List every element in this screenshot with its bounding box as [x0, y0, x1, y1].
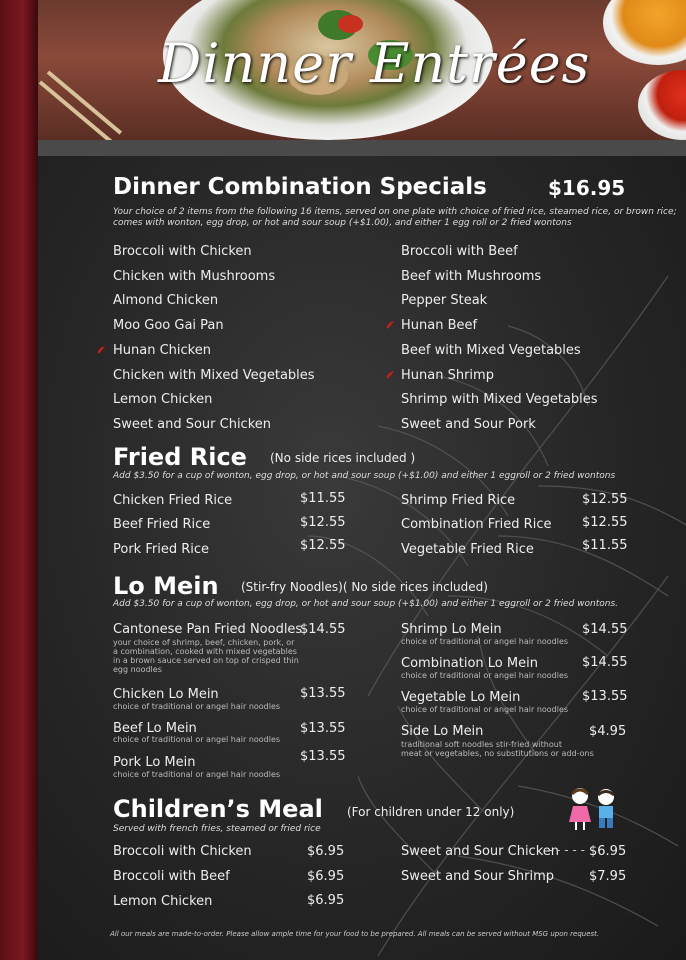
- item-price: $12.55: [300, 538, 346, 553]
- fried-rice-subtitle: (No side rices included ): [270, 451, 416, 465]
- item-price: $11.55: [582, 538, 628, 553]
- item-note: your choice of shrimp, beef, chicken, pork, or: [113, 638, 295, 647]
- lo-mein-item: Combination Lo Mein: [401, 656, 538, 671]
- chili-pepper-icon: [385, 320, 395, 330]
- item-price: $7.95: [589, 869, 627, 884]
- combo-item: Broccoli with Beef: [401, 244, 518, 259]
- item-price: $6.95: [307, 844, 345, 859]
- item-note: meat or vegetables, no substitutions or add-ons: [401, 749, 594, 758]
- children-item: Broccoli with Chicken: [113, 844, 252, 859]
- item-price: $12.55: [582, 492, 628, 507]
- combo-item: Chicken with Mushrooms: [113, 269, 276, 284]
- item-note: choice of traditional or angel hair noodles: [113, 702, 281, 711]
- combo-item: Shrimp with Mixed Vegetables: [401, 392, 598, 407]
- lo-mein-item: Shrimp Lo Mein: [401, 622, 502, 637]
- item-price: $14.55: [582, 655, 628, 670]
- lo-mein-item: Vegetable Lo Mein: [401, 690, 521, 705]
- lo-mein-subtitle: (Stir-fry Noodles)( No side rices included): [241, 580, 488, 594]
- fried-rice-item: Shrimp Fried Rice: [401, 493, 516, 508]
- item-note: choice of traditional or angel hair noodles: [113, 735, 281, 744]
- children-item: Lemon Chicken: [113, 894, 213, 909]
- combo-item: Lemon Chicken: [113, 392, 213, 407]
- children-item: Broccoli with Beef: [113, 869, 230, 884]
- item-price: $6.95: [307, 869, 345, 884]
- item-price: $13.55: [582, 689, 628, 704]
- left-accent-bar: [0, 0, 38, 960]
- children-item: Sweet and Sour Chicken: [401, 844, 559, 859]
- item-price: $14.55: [582, 622, 628, 637]
- header-banner: [38, 0, 686, 140]
- fried-rice-item: Combination Fried Rice: [401, 517, 552, 532]
- item-note: choice of traditional or angel hair noodles: [401, 705, 569, 714]
- fried-rice-item: Pork Fried Rice: [113, 542, 209, 557]
- combo-price: $16.95: [548, 176, 626, 200]
- lo-mein-item: Side Lo Mein: [401, 724, 484, 739]
- item-price: $11.55: [300, 491, 346, 506]
- lo-mein-item: Pork Lo Mein: [113, 755, 196, 770]
- lo-mein-item: Cantonese Pan Fried Noodles: [113, 622, 303, 637]
- fried-rice-item: Chicken Fried Rice: [113, 493, 233, 508]
- item-note: choice of traditional or angel hair noodles: [113, 770, 281, 779]
- item-note: in a brown sauce served on top of crisped thin: [113, 656, 299, 665]
- combo-item: Hunan Shrimp: [401, 368, 494, 383]
- item-price: $14.55: [300, 622, 346, 637]
- page-title: Dinner Entrées: [158, 32, 591, 95]
- item-note: a combination, cooked with mixed vegetables: [113, 647, 297, 656]
- fried-rice-item: Vegetable Fried Rice: [401, 542, 534, 557]
- combo-item: Beef with Mixed Vegetables: [401, 343, 581, 358]
- sauce-bowl-image: [638, 70, 686, 140]
- fried-rice-item: Beef Fried Rice: [113, 517, 211, 532]
- fried-rice-title: Fried Rice: [113, 443, 247, 471]
- combo-item: Moo Goo Gai Pan: [113, 318, 224, 333]
- combo-section-title: Dinner Combination Specials: [113, 174, 487, 200]
- item-price: $12.55: [300, 515, 346, 530]
- chili-pepper-icon: [385, 370, 395, 380]
- chopstick-image: [47, 70, 122, 134]
- children-meal-subtitle: (For children under 12 only): [347, 805, 515, 819]
- lo-mein-title: Lo Mein: [113, 572, 219, 600]
- children-meal-description: Served with french fries, steamed or fried rice: [113, 824, 321, 834]
- combo-item: Hunan Chicken: [113, 343, 211, 358]
- item-price: $13.55: [300, 686, 346, 701]
- chopstick-image: [39, 80, 114, 140]
- divider-strip: [38, 140, 686, 156]
- combo-item: Almond Chicken: [113, 293, 219, 308]
- combo-item: Beef with Mushrooms: [401, 269, 542, 284]
- combo-item: Sweet and Sour Pork: [401, 417, 536, 432]
- item-price: $13.55: [300, 721, 346, 736]
- combo-item: Sweet and Sour Chicken: [113, 417, 271, 432]
- combo-description: Your choice of 2 items from the following 16 items, served on one plate with choice of fried rice, steamed rice, or brown rice;: [113, 207, 677, 217]
- combo-item: Broccoli with Chicken: [113, 244, 252, 259]
- children-icon: [563, 786, 623, 830]
- lo-mein-item: Chicken Lo Mein: [113, 687, 219, 702]
- footer-note: All our meals are made-to-order. Please allow ample time for your food to be prepared. All meals can be served without MSG upon request.: [110, 930, 600, 938]
- combo-item: Chicken with Mixed Vegetables: [113, 368, 315, 383]
- combo-description: comes with wonton, egg drop, or hot and sour soup (+$1.00), and either 1 egg roll or 2 fried wontons: [113, 218, 572, 228]
- item-price: $12.55: [582, 515, 628, 530]
- item-price: $6.95: [589, 844, 627, 859]
- children-meal-title: Children’s Meal: [113, 795, 323, 823]
- item-price: $4.95: [589, 724, 627, 739]
- pepper-slice-image: [338, 15, 363, 33]
- fried-rice-description: Add $3.50 for a cup of wonton, egg drop, or hot and sour soup (+$1.00) and either 1 eggroll or 2 fried wontons: [113, 471, 616, 481]
- item-note: traditional soft noodles stir-fried without: [401, 740, 562, 749]
- item-note: egg noodles: [113, 665, 162, 674]
- combo-item: Pepper Steak: [401, 293, 488, 308]
- lo-mein-description: Add $3.50 for a cup of wonton, egg drop, or hot and sour soup (+$1.00) and either 1 eggroll or 2 fried wontons.: [113, 599, 619, 609]
- lo-mein-item: Beef Lo Mein: [113, 721, 197, 736]
- children-item: Sweet and Sour Shrimp: [401, 869, 554, 884]
- item-price: $13.55: [300, 749, 346, 764]
- item-price: $6.95: [307, 893, 345, 908]
- leader-dashes: - - - - -: [548, 843, 585, 857]
- combo-item: Hunan Beef: [401, 318, 478, 333]
- item-note: choice of traditional or angel hair noodles: [401, 637, 569, 646]
- item-note: choice of traditional or angel hair noodles: [401, 671, 569, 680]
- chili-pepper-icon: [96, 345, 106, 355]
- sauce-bowl-image: [603, 0, 686, 65]
